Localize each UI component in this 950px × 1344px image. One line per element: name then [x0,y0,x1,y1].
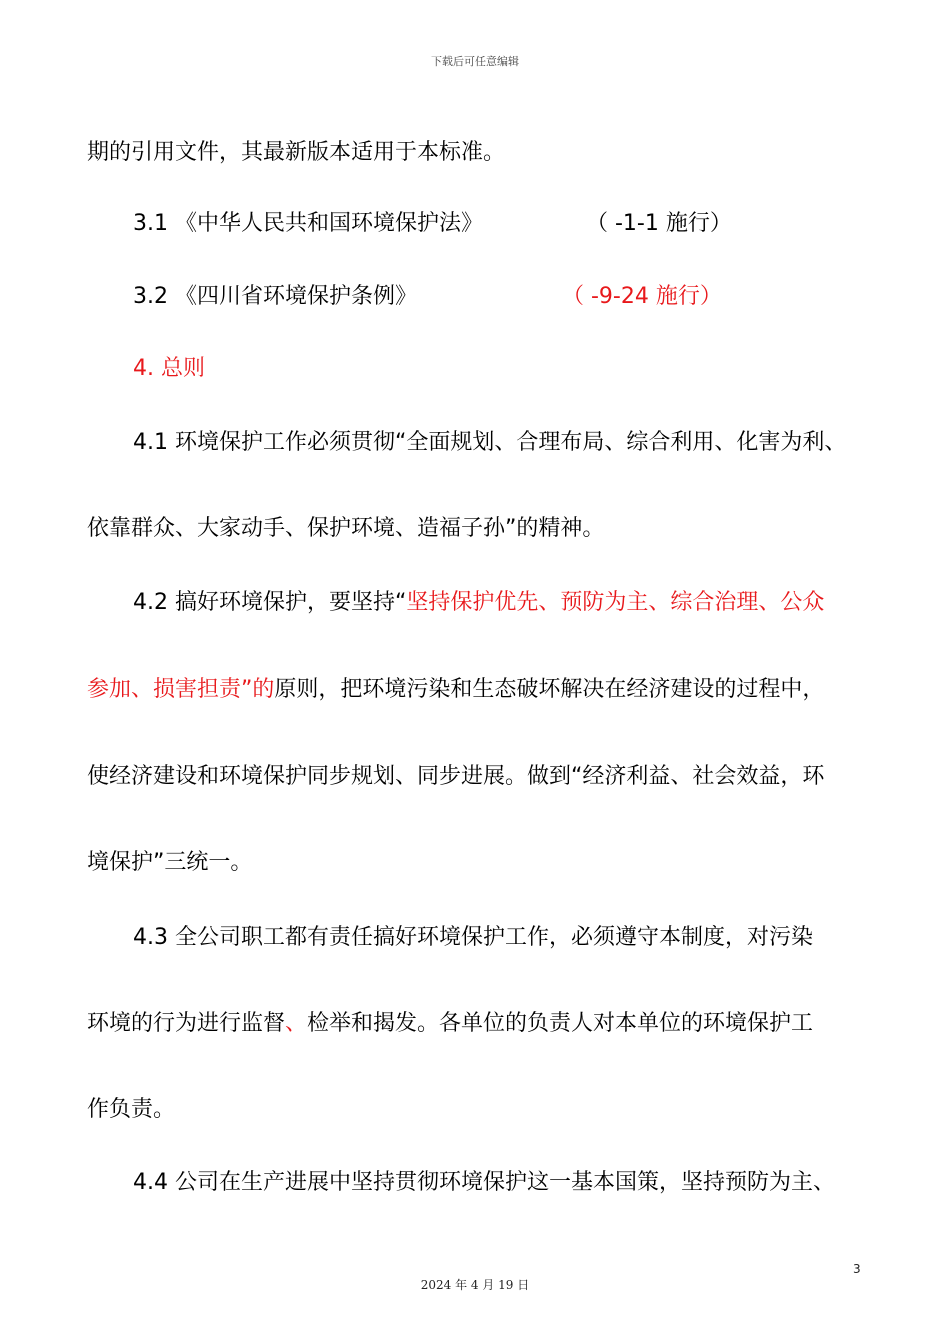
page-number: 3 [853,1262,861,1276]
section-3-1-title: 3.1 《中华人民共和国环境保护法》 [133,211,483,236]
section-4-4-line-1: 4.4 公司在生产进展中坚持贯彻环境保护这一基本国策，坚持预防为主、 [133,1170,835,1195]
section-4-3-line-2-pre: 环境的行为进行监督 [87,1011,286,1036]
section-4-2-line-3: 使经济建设和环境保护同步规划、同步进展。做到“经济利益、社会效益，环 [87,764,825,789]
section-4-1-line-2: 依靠群众、大家动手、保护环境、造福子孙”的精神。 [87,516,605,541]
section-4-2-principle-part-1: 坚持保护优先、预防为主、综合治理、公众 [406,590,825,615]
text-line-1: 期的引用文件，其最新版本适用于本标准。 [87,140,506,165]
section-4-heading: 4. 总则 [133,356,205,381]
section-4-2-line-2 [87,675,824,705]
page-header: 下载后可任意编辑 [431,55,519,68]
section-4-3-line-2-post: 检举和揭发。各单位的负责人对本单位的环境保护工 [307,1011,814,1036]
section-4-1-line-1: 4.1 环境保护工作必须贯彻“全面规划、合理布局、综合利用、化害为利、 [133,430,847,455]
section-4-2-line-4: 境保护”三统一。 [87,850,253,875]
section-3-1-date: （ -1-1 施行） [586,211,732,236]
section-4-3-line-3: 作负责。 [87,1097,176,1122]
section-4-2-line-1 [133,588,824,618]
section-4-3-line-2 [87,1009,813,1039]
section-4-2-principle-part-2: 参加、损害担责”的 [87,677,275,702]
section-4-3-line-1: 4.3 全公司职工都有责任搞好环境保护工作，必须遵守本制度，对污染 [133,925,813,950]
footer-date: 2024 年 4 月 19 日 [420,1278,530,1292]
section-3-2-title: 3.2 《四川省环境保护条例》 [133,284,417,309]
section-4-3-red-mark: 、 [285,1011,308,1036]
section-4-2-line-2-rest: 原则，把环境污染和生态破坏解决在经济建设的过程中， [274,677,825,702]
section-4-2-prefix: 4.2 搞好环境保护，要坚持“ [133,590,407,615]
section-3-2-date: （ -9-24 施行） [562,284,722,309]
